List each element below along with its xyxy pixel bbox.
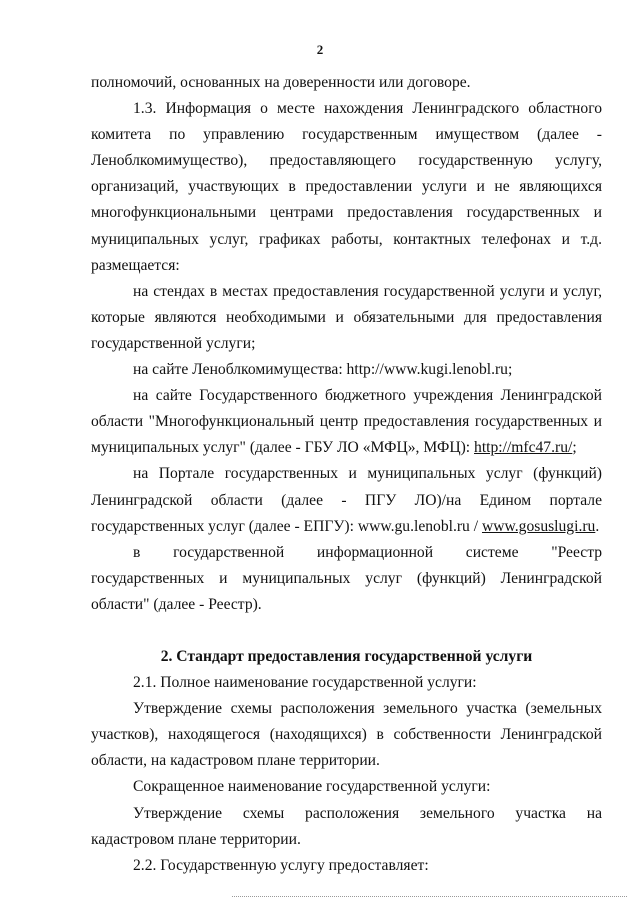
footer-divider	[232, 896, 627, 897]
paragraph-short-name-label: Сокращенное наименование государственной услуги:	[133, 778, 491, 796]
gosuslugi-link[interactable]: www.gosuslugi.ru	[481, 517, 596, 535]
document-body	[91, 70, 602, 879]
section-heading: 2. Стандарт предоставления государственной услуги	[160, 647, 533, 665]
page-number: 2	[316, 42, 324, 57]
paragraph-registry: в государственной информационной системе "Реестр государственных и муниципальных услуг (функций) Ленинградской области" (далее - Реестр).	[91, 543, 602, 613]
paragraph-stands: на стендах в местах предоставления государственной услуги и услуг, которые являются необходимыми и обязательными для предоставления государственной услуги;	[91, 282, 602, 352]
paragraph-mfc-site	[91, 383, 602, 461]
paragraph-continuation: полномочий, основанных на доверенности или договоре.	[91, 74, 471, 91]
paragraph-kugi-site: на сайте Леноблкомимущества: http://www.kugi.lenobl.ru;	[133, 361, 513, 379]
paragraph-mfc-tail: ;	[572, 439, 577, 457]
paragraph-1-3: 1.3. Информация о месте нахождения Ленинградского областного комитета по управлению государственным имуществом (далее - Леноблкомимущество), предоставляющего государственную услугу, организаций, участвующих в предоставлении услуги и не являющихся многофункциональными центрами предоставления государственных и муниципальных услуг, графиках работы, контактных телефонах и т.д. размещается:	[91, 100, 602, 274]
mfc-link[interactable]: http://mfc47.ru/	[474, 439, 573, 457]
paragraph-2-2: 2.2. Государственную услугу предоставляет:	[133, 856, 429, 874]
paragraph-portal-tail: .	[595, 517, 600, 535]
paragraph-portal	[91, 461, 602, 539]
paragraph-mfc-text: на сайте Государственного бюджетного учреждения Ленинградской области "Многофункциональный центр предоставления государственных и муниципальных услуг" (далее - ГБУ ЛО «МФЦ», МФЦ):	[91, 387, 602, 457]
paragraph-short-name: Утверждение схемы расположения земельного участка на кадастровом плане территории.	[91, 804, 602, 848]
paragraph-portal-text: на Портале государственных и муниципальных услуг (функций) Ленинградской области (далее - ПГУ ЛО)/на Едином портале государственных услуг (далее - ЕПГУ): www.gu.lenobl.ru /	[91, 465, 602, 535]
paragraph-full-name: Утверждение схемы расположения земельного участка (земельных участков), находящегося (находящихся) в собственности Ленинградской области, на кадастровом плане территории.	[91, 700, 602, 770]
paragraph-2-1: 2.1. Полное наименование государственной услуги:	[133, 674, 477, 692]
